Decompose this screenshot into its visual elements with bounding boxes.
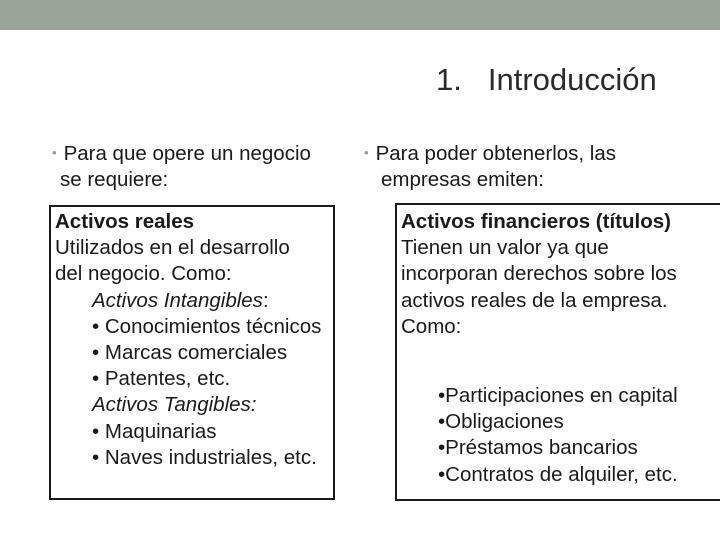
financial-assets-desc-3: activos reales de la empresa.: [401, 288, 668, 312]
list-item: •Obligaciones: [438, 410, 564, 434]
right-intro-line-1: • Para poder obtenerlos, las: [364, 142, 617, 165]
list-item: • Maquinarias: [92, 419, 217, 443]
real-assets-heading: Activos reales: [55, 210, 195, 233]
title-number: 1.: [436, 62, 462, 97]
financial-assets-desc-4: Como:: [401, 314, 462, 338]
financial-assets-list: [438, 383, 678, 488]
title-text: Introducción: [487, 62, 657, 97]
financial-assets-content: [401, 209, 677, 340]
right-intro-line-2: empresas emiten:: [381, 168, 544, 191]
intangibles-label: Activos Intangibles:: [92, 288, 269, 312]
left-intro-line-1: • Para que opere un negocio: [52, 142, 311, 165]
list-item: • Patentes, etc.: [92, 367, 231, 391]
list-item: •Participaciones en capital: [438, 384, 678, 407]
real-assets-desc-1: Utilizados en el desarrollo: [55, 236, 290, 260]
financial-assets-heading: Activos financieros (títulos): [401, 210, 671, 233]
list-item: • Naves industriales, etc.: [92, 445, 317, 469]
financial-assets-desc-1: Tienen un valor ya que: [401, 236, 609, 260]
list-item: • Conocimientos técnicos: [92, 314, 322, 338]
top-band: [0, 0, 720, 30]
bullet-dot: •: [52, 145, 57, 160]
tangibles-label: Activos Tangibles:: [92, 393, 257, 417]
left-intro-line-2: se requiere:: [60, 168, 169, 191]
bullet-dot: •: [364, 145, 369, 160]
list-item: •Préstamos bancarios: [438, 436, 638, 460]
list-item: •Contratos de alquiler, etc.: [438, 462, 678, 486]
financial-assets-desc-2: incorporan derechos sobre los: [401, 262, 677, 286]
list-item: • Marcas comerciales: [92, 341, 288, 365]
real-assets-content: [55, 209, 321, 471]
slide-title: [436, 62, 657, 98]
real-assets-desc-2: del negocio. Como:: [55, 262, 232, 286]
